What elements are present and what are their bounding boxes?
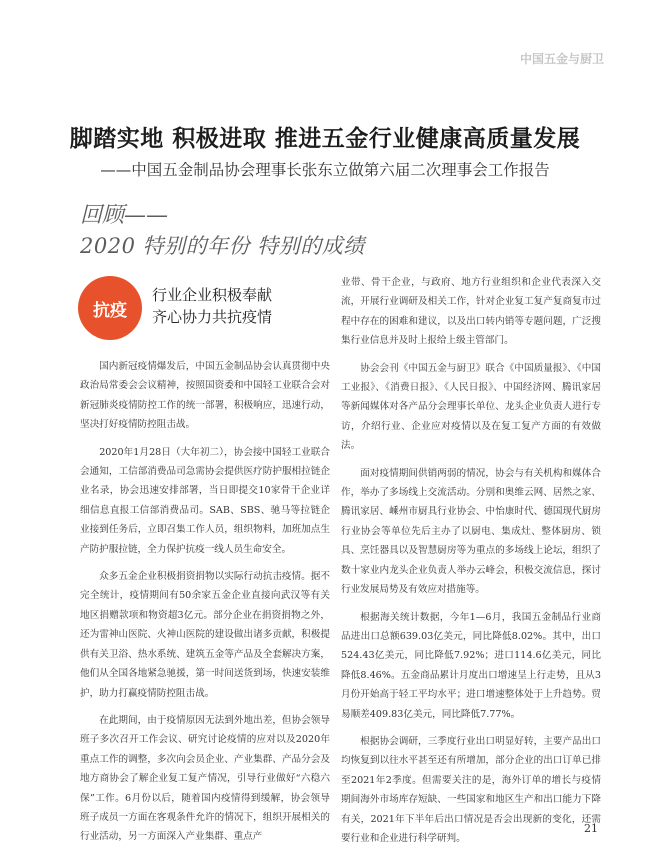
paragraph: 众多五金企业积极捐资捐物以实际行动抗击疫情。据不完全统计，疫情期间有50余家五金企业直接向武汉等有关地区捐赠款项和物资超3亿元。部分企业在捐资捐物之外，还为雷神山医院、火神山医院的建设做出诸多贡献，积极提供有关卫浴、热水系统、建筑五金等产品及全套解决方案，他们从全国各地紧急驰援，第一时间送货到场，快速安装维护，助力打赢疫情防控阻击战。 (80, 571, 330, 699)
review-heading: 2020 特别的年份 特别的成绩 (80, 234, 365, 258)
paragraph: 业带、骨干企业，与政府、地方行业组织和企业代表深入交流，开展行业调研及相关工作，针对企业复工复产复商复市过程中存在的困难和建议，以及出口转内销等专题问题，广泛搜集行业信息并及时上报给上级主管部门。 (341, 277, 601, 347)
paragraph: 在此期间，由于疫情原因无法到外地出差，但协会领导班子多次召开工作会议、研究讨论疫情的应对以及2020年重点工作的调整，多次向会员企业、产业集群、产品分会及地方商协会了解企业复工复产情况，引导行业做好“六稳六保”工作。6月份以后，随着国内疫情得到缓解，协会领导班子成员一方面在客观条件允许的情况下，组织开展相关的行业活动，另一方面深入产业集群、重点产 (80, 714, 330, 843)
section-badge: 抗疫 (78, 276, 142, 340)
paragraph: 根据协会调研，三季度行业出口明显好转，主要产品出口均恢复到以往水平甚至还有所增加，部分企业的出口订单已排至2021年2季度。但需要关注的是，海外订单的增长与疫情期间海外市场库存短缺、一些国家和地区生产和出口能力下降有关，2021年下半年后出口情况是否会出现新的变化，还需要行业和企业进行科学研判。 (341, 735, 601, 844)
article-title: 脚踏实地 积极进取 推进五金行业健康高质量发展 (69, 126, 581, 152)
paragraph: 面对疫情期间供销两弱的情况，协会与有关机构和媒体合作，举办了多场线上交流活动。分别和奥维云网、居然之家、腾讯家居、嵊州市厨具行业协会、中怡康时代、德国现代厨房行业协会等单位先后主办了以厨电、集成灶、整体厨房、锁具、烹饪器具以及智慧厨房等为重点的多场线上论坛，组织了数十家业内龙头企业负责人举办云峰会，积极交流信息，探讨行业发展局势及有效应对措施等。 (341, 467, 601, 596)
left-column (80, 357, 330, 855)
article-subtitle: ——中国五金制品协会理事长张东立做第六届二次理事会工作报告 (100, 161, 550, 179)
paragraph: 国内新冠疫情爆发后，中国五金制品协会认真贯彻中央政治局常委会会议精神，按照国资委和中国轻工业联合会对新冠肺炎疫情防控工作的统一部署，积极响应，迅速行动，坚决打好疫情防控阻击战。 (80, 361, 330, 431)
page-number: 21 (584, 822, 598, 835)
section-heading: 行业企业积极奉献 齐心协力共抗疫情 (152, 286, 273, 326)
paragraph: 2020年1月28日（大年初二），协会接中国轻工业联合会通知，工信部消费品司急需协会提供医疗防护服相拉链企业名录，协会迅速安排部署，当日即提交10家骨干企业详细信息直报工信部消费品司。SAB、SBS、驰马等拉链企业接到任务后，立即召集工作人员，组织物料，加班加点生产防护服拉链，全力保护抗疫一线人员生命安全。 (80, 446, 330, 555)
right-column (341, 273, 601, 856)
paragraph: 协会会刊《中国五金与厨卫》联合《中国质量报》、《中国工业报》、《消费日报》、《人民日报》、中国经济网、腾讯家居等新闻媒体对各产品分会理事长单位、龙头企业负责人进行专访，介绍行业、企业应对疫情以及在复工复产方面的有效做法。 (341, 362, 601, 452)
paragraph: 根据海关统计数据，今年1—6月，我国五金制品行业商品进出口总额639.03亿美元，同比降低8.02%。其中，出口524.43亿美元，同比降低7.92%；进口114.6亿美元，同比降低8.46%。五金商品累计月度出口增速呈上行走势，且从3月份开始高于轻工平均水平；进口增速整体处于上升趋势。贸易顺差409.83亿美元，同比降低7.77%。 (341, 611, 601, 720)
brand-logo: 中国五金与厨卫 (519, 52, 604, 66)
review-label: 回顾—— (80, 203, 169, 228)
